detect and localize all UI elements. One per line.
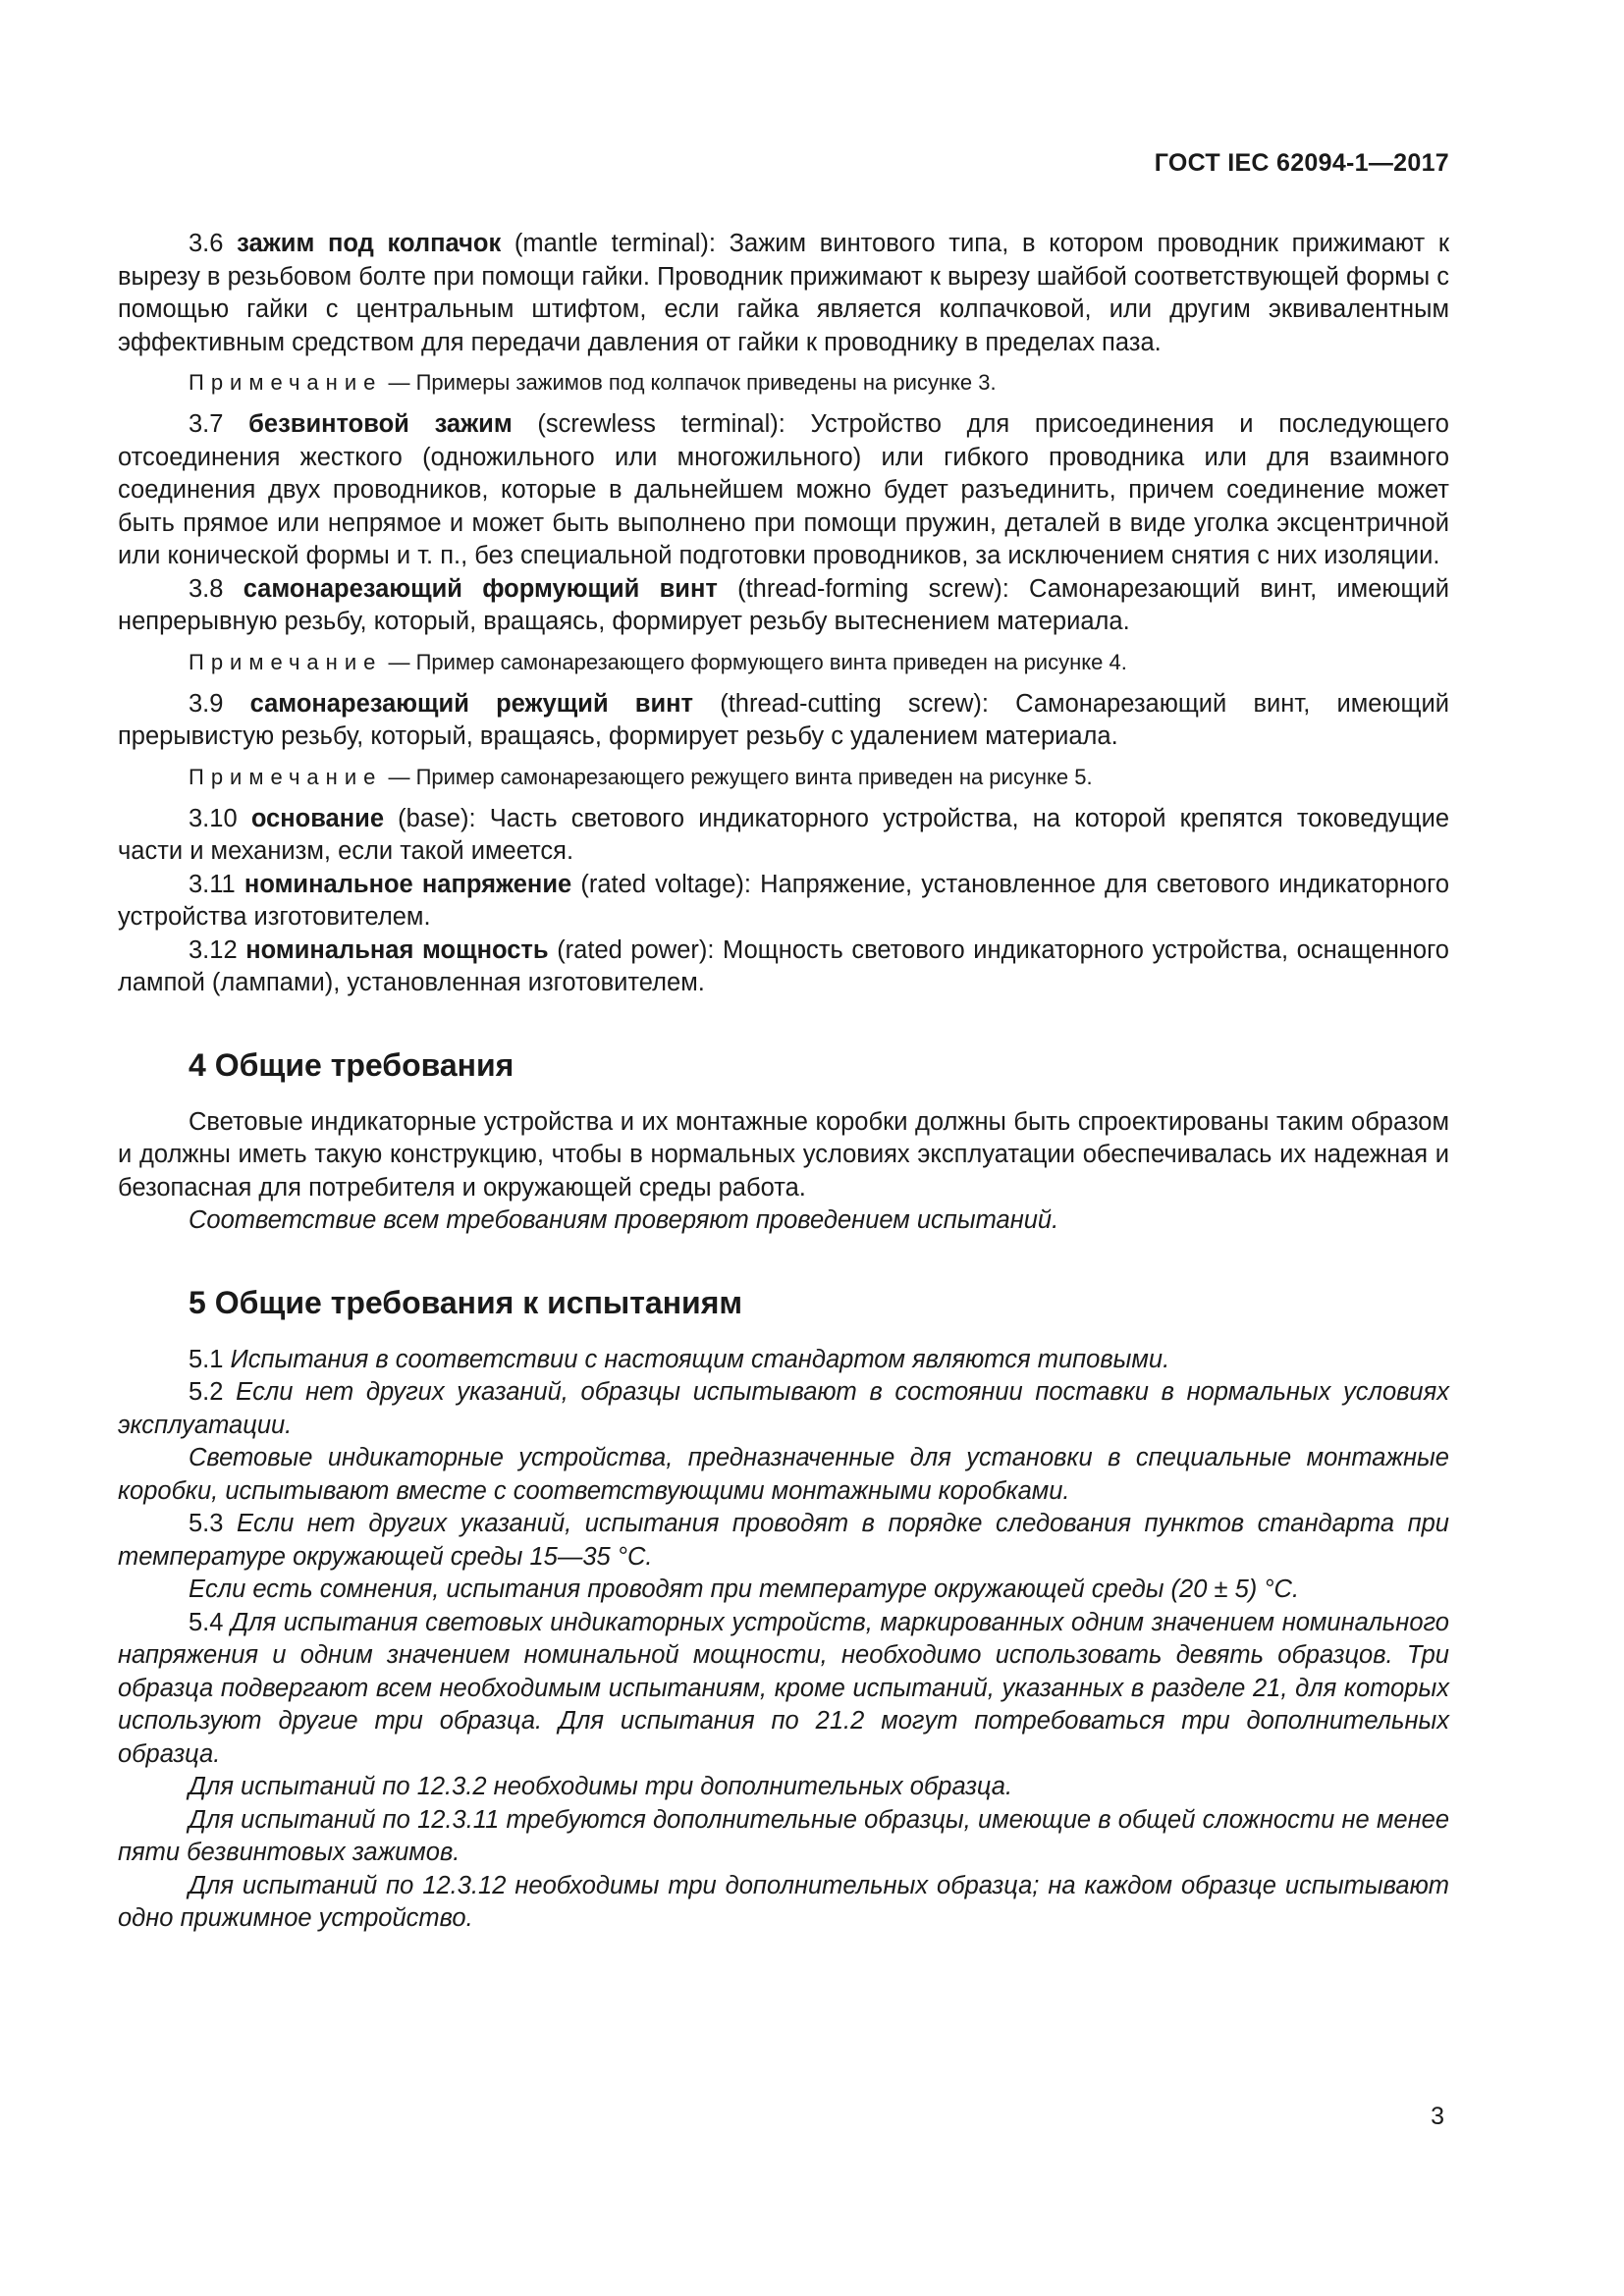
definition-text: (rated voltage): Напряжение, установленное для светового индикаторного устройства изготовителем. — [118, 870, 1449, 931]
page-content — [118, 228, 1449, 1936]
clause-3-12 — [118, 934, 1449, 1000]
clause-number: 5.4 — [189, 1608, 232, 1636]
clause-number: 3.8 — [189, 574, 244, 603]
term: зажим под колпачок — [237, 230, 502, 257]
clause-text: Если нет других указаний, образцы испытывают в состоянии поставки в нормальных условиях эксплуатации. — [118, 1378, 1449, 1439]
clause-number: 3.6 — [189, 230, 238, 257]
clause-3-8 — [118, 573, 1449, 639]
note-3-8 — [118, 648, 1449, 677]
page-number: 3 — [1431, 2103, 1444, 2130]
clause-number: 3.11 — [189, 870, 244, 898]
clause-3-7 — [118, 408, 1449, 573]
section-4-compliance: Соответствие всем требованиям проверяют проведением испытаний. — [189, 1206, 1059, 1234]
term: самонарезающий режущий винт — [249, 689, 694, 718]
note-text: — Примеры зажимов под колпачок приведены на рисунке 3. — [382, 370, 997, 395]
note-label: Примечание — [189, 649, 383, 674]
term: номинальная мощность — [245, 935, 549, 964]
section-4-paragraph: Световые индикаторные устройства и их монтажные коробки должны быть спроектированы таким образом и должны иметь такую конструкцию, чтобы в нормальных условиях эксплуатации обеспечивалась их надежная и безопасная для потребителя и окружающей среды работа. — [118, 1107, 1449, 1201]
term: основание — [250, 804, 384, 832]
section-4-title: 4 Общие требования — [189, 1046, 514, 1083]
definition-text: (rated power): Мощность светового индикаторного устройства, оснащенного лампой (лампами), установленная изготовителем. — [118, 935, 1449, 996]
clause-5-4 — [118, 1607, 1449, 1772]
note-3-6 — [118, 368, 1449, 398]
clause-number: 5.3 — [189, 1510, 237, 1537]
clause-number: 5.2 — [189, 1378, 237, 1406]
definition-text: (screwless terminal): Устройство для присоединения и последующего отсоединения жесткого (одножильного или многожильного) или гибкого проводника или для взаимного соединения двух проводников, которые в дальнейшем можно будет разъединить, причем соединение может быть прямое или непрямое и может быть выполнено при помощи пружин, деталей в виде уголка эксцентричной или конической формы и т. п., без специальной подготовки проводников, за исключением снятия с них изоляции. — [118, 410, 1449, 569]
note-text: — Пример самонарезающего режущего винта приведен на рисунке 5. — [382, 764, 1093, 789]
note-3-9 — [118, 763, 1449, 792]
clause-text: Для испытания световых индикаторных устройств, маркированных одним значением номинального напряжения и одним значением номинальной мощности, необходимо использовать девять образцов. Три образца подвергают всем необходимым испытаниям, кроме испытаний, указанных в разделе 21, для которых используют другие три образца. Для испытания по 21.2 могут потребоваться три дополнительных образца. — [118, 1608, 1449, 1768]
term: самонарезающий формующий винт — [243, 574, 718, 603]
clause-3-9 — [118, 688, 1449, 754]
clause-5-4-samples-12-3-12: Для испытаний по 12.3.12 необходимы три дополнительных образца; на каждом образце испытывают одно прижимное устройство. — [118, 1871, 1449, 1932]
clause-3-11 — [118, 869, 1449, 934]
clause-number: 3.12 — [189, 935, 246, 964]
note-label: Примечание — [189, 764, 383, 789]
clause-3-10 — [118, 803, 1449, 869]
definition-text: (base): Часть светового индикаторного устройства, на которой крепятся токоведущие части и механизм, если такой имеется. — [118, 804, 1449, 865]
clause-5-4-samples-12-3-2: Для испытаний по 12.3.2 необходимы три дополнительных образца. — [189, 1773, 1013, 1800]
clause-number: 5.1 — [189, 1345, 231, 1373]
clause-5-1 — [118, 1344, 1449, 1377]
clause-number: 3.9 — [189, 689, 250, 718]
clause-5-3-continuation: Если есть сомнения, испытания проводят при температуре окружающей среды (20 ± 5) °С. — [189, 1575, 1300, 1603]
clause-text: Если нет других указаний, испытания проводят в порядке следования пунктов стандарта при температуре окружающей среды 15—35 °С. — [118, 1510, 1449, 1571]
clause-3-6 — [118, 228, 1449, 359]
clause-5-4-samples-12-3-11: Для испытаний по 12.3.11 требуются дополнительные образцы, имеющие в общей сложности не менее пяти безвинтовых зажимов. — [118, 1805, 1449, 1866]
clause-5-2-continuation: Световые индикаторные устройства, предназначенные для установки в специальные монтажные коробки, испытывают вместе с соответствующими монтажными коробками. — [118, 1444, 1449, 1505]
clause-number: 3.7 — [189, 410, 249, 438]
clause-5-2 — [118, 1376, 1449, 1442]
note-label: Примечание — [189, 370, 383, 395]
definition-text: (thread-forming screw): Самонарезающий винт, имеющий непрерывную резьбу, который, вращаясь, формирует резьбу вытеснением материала. — [118, 574, 1449, 635]
section-5-title: 5 Общие требования к испытаниям — [189, 1284, 743, 1320]
clause-5-3 — [118, 1508, 1449, 1574]
definition-text: (thread-cutting screw): Самонарезающий винт, имеющий прерывистую резьбу, который, вращаясь, формирует резьбу с удалением материала. — [118, 689, 1450, 750]
clause-number: 3.10 — [189, 804, 251, 832]
term: номинальное напряжение — [244, 870, 572, 898]
standard-header: ГОСТ IEC 62094-1—2017 — [1154, 149, 1449, 177]
term: безвинтовой зажим — [248, 410, 513, 438]
clause-text: Испытания в соответствии с настоящим стандартом являются типовыми. — [230, 1345, 1170, 1373]
definition-text: (mantle terminal): Зажим винтового типа, в котором проводник прижимают к вырезу в резьбовом болте при помощи гайки. Проводник прижимают к вырезу шайбой соответствующей формы с помощью гайки с центральным штифтом, если гайка является колпачковой, или другим эквивалентным эффективным средством для передачи давления от гайки к проводнику в пределах паза. — [118, 230, 1449, 356]
note-text: — Пример самонарезающего формующего винта приведен на рисунке 4. — [382, 649, 1127, 674]
